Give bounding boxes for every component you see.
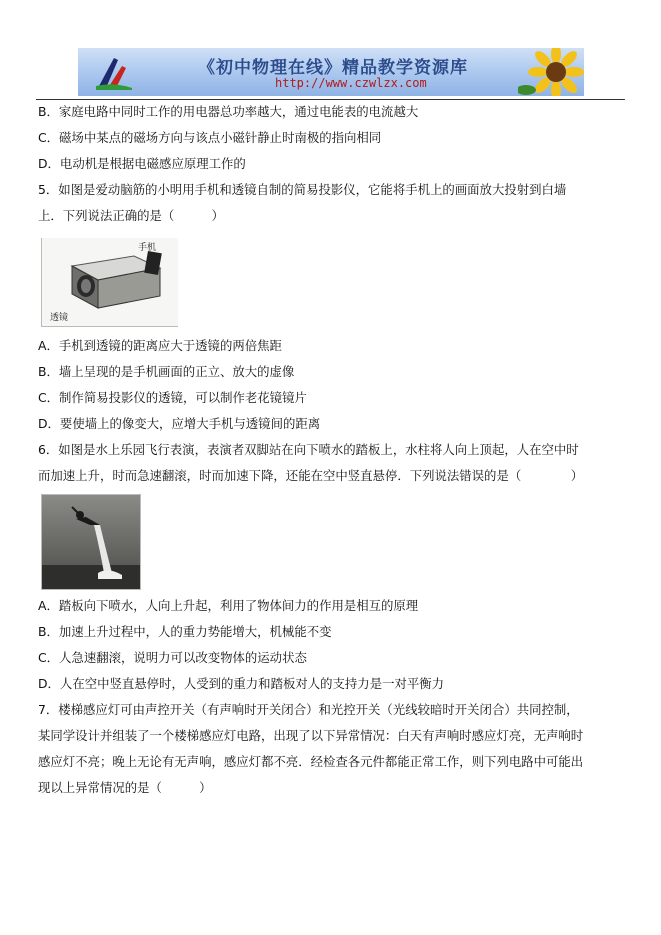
option-c-q5: C．制作简易投影仪的透镜，可以制作老花镜镜片 xyxy=(38,390,307,405)
question-7-stem-line2: 某同学设计并组装了一个楼梯感应灯电路，出现了以下异常情况：白天有声响时感应灯亮，无声响时 xyxy=(38,728,584,743)
banner-title: 《初中物理在线》精品教学资源库 xyxy=(198,58,468,78)
label-phone: 手机 xyxy=(138,243,157,253)
option-a-q5: A．手机到透镜的距离应大于透镜的两倍焦距 xyxy=(38,338,282,353)
question-7-stem-line1: 7．楼梯感应灯可由声控开关（有声响时开关闭合）和光控开关（光线较暗时开关闭合）共同控制， xyxy=(38,702,579,717)
option-a-q6: A．踏板向下喷水，人向上升起，利用了物体间力的作用是相互的原理 xyxy=(38,598,419,613)
question-7-stem-line4: 现以上异常情况的是（ ） xyxy=(38,780,212,795)
option-d-q4: D．电动机是根据电磁感应原理工作的 xyxy=(38,156,246,171)
option-b-q4: B．家庭电路中同时工作的用电器总功率越大，通过电能表的电流越大 xyxy=(38,104,419,119)
option-c-q4: C．磁场中某点的磁场方向与该点小磁针静止时南极的指向相同 xyxy=(38,130,382,145)
header-divider xyxy=(36,99,625,100)
question-6-stem-line1: 6．如图是水上乐园飞行表演，表演者双脚站在向下喷水的踏板上，水柱将人向上顶起，人在空中时 xyxy=(38,442,579,457)
question-6-stem-line2: 而加速上升，时而急速翻滚，时而加速下降，还能在空中竖直悬停．下列说法错误的是（ ） xyxy=(38,468,584,483)
question-5-stem-line1: 5．如图是爱动脑筋的小明用手机和透镜自制的简易投影仪，它能将手机上的画面放大投射到白墙 xyxy=(38,182,567,197)
projector-figure xyxy=(41,238,178,327)
option-d-q6: D．人在空中竖直悬停时，人受到的重力和踏板对人的支持力是一对平衡力 xyxy=(38,676,445,691)
option-d-q5: D．要使墙上的像变大，应增大手机与透镜间的距离 xyxy=(38,416,321,431)
option-c-q6: C．人急速翻滚，说明力可以改变物体的运动状态 xyxy=(38,650,307,665)
label-lens: 透镜 xyxy=(50,313,69,323)
sunflower-icon xyxy=(518,48,584,96)
option-b-q6: B．加速上升过程中，人的重力势能增大，机械能不变 xyxy=(38,624,332,639)
site-logo-icon xyxy=(92,52,136,92)
question-7-stem-line3: 感应灯不亮；晚上无论有无声响，感应灯都不亮．经检查各元件都能正常工作，则下列电路中可能出 xyxy=(38,754,584,769)
flyboard-photo xyxy=(41,494,141,590)
question-5-stem-line2: 上．下列说法正确的是（ ） xyxy=(38,208,224,223)
banner-url: http://www.czwlzx.com xyxy=(275,76,427,90)
header-banner xyxy=(78,48,584,96)
option-b-q5: B．墙上呈现的是手机画面的正立、放大的虚像 xyxy=(38,364,295,379)
